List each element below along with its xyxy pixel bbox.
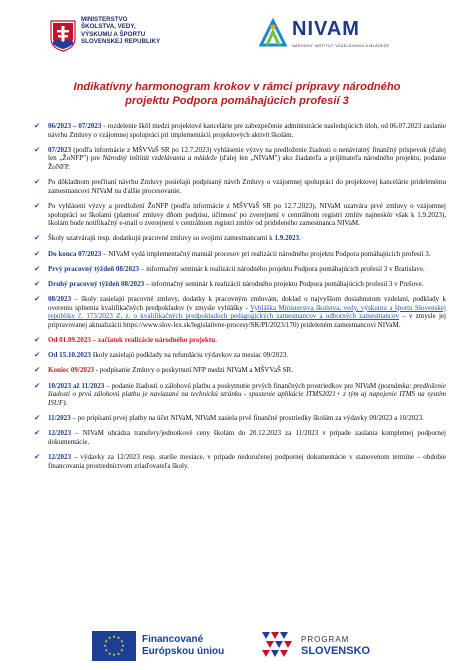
svg-text:★: ★ <box>107 650 112 656</box>
list-item: ✔ Po dôkladnom prečítaní návrhu Zmluvy posielajú podpísaný návrh Zmluvy o vzájomnej spolupráci do projektovej kancelárie pridelenému zamestnancovi NIVaM na ďalšie procesovanie. <box>34 177 446 195</box>
ministry-name: MINISTERSTVO ŠKOLSTVA, VEDY, VÝSKUMU A ŠPORTU SLOVENSKEJ REPUBLIKY <box>81 16 161 46</box>
nivam-name: NIVAM <box>292 18 360 40</box>
list-item: ✔ 06/2023 – 07/2023 - rozdelenie škôl medzi projektové kancelárie pre zabezpečenie administrácie nasledujúcich úloh, od 06.07.2023 zaslanie návrhu Zmluvy o vzájomnej spolupráci pri implementácii projektových aktivít školám. <box>34 121 446 139</box>
list-item: ✔ 07/2023 (podľa informácie z MŠVVaŠ SR po 12.7.2023) vyhlásenie výzvy na predloženie žiadosti o nenávratný finančný príspevok (ďalej len „ŽoNFP") pre Národný inštitút vzdelávania a mládeže (ďalej len „NIVaM") ako žiadateľa a prijímateľa národného projektu, podanie ŽoNFP. <box>34 144 446 171</box>
regulation-link[interactable]: Vyhláška Ministerstva školstva, vedy, výskumu a športu Slovenskej republiky č. 173/2023 Z. z. o kvalifikačných predpokladoch pedagogických zamestnancov a odborných zamestnancov <box>48 303 446 321</box>
list-item: ✔ 11/2023 – po pripísaní prvej platby na účet NIVaM, NIVaM zasiela prvé finančné prostriedky školám za výdavky 09/2023 a 10/2023. <box>34 412 424 422</box>
header <box>0 8 474 68</box>
slovak-crest-icon <box>50 20 76 52</box>
svg-text:★: ★ <box>116 650 121 656</box>
list-item: ✔ 08/2023 – školy zasielajú pracovné zmluvy, dodatky k pracovným zmluvám, doklad o najvyššom dosiahnutom vzdelaní, podklady k overeniu splnenia kvalifikačných predpokladov (v zmysle vyhlášky - Vyhláška Ministerstva školstva, vedy, výskumu a športu Slovenskej republiky č. 173/2023 Z. z. o kvalifikačných predpokladoch pedagogických zamestnancov a odborných zamestnancov – v zmysle jej pripravovanej aktualizácii https://www.slov-lex.sk/legislativne-procesy/SK/PI/2023/170) prideleném zamestnancovi NIVaM. <box>34 294 446 329</box>
checkmark-bullet-icon: ✔ <box>34 233 41 243</box>
list-item: ✔ Koniec 09/2023 - podpísanie Zmluvy o poskytnutí NFP medzi NIVaM a MŠVVaŠ SR. <box>34 365 294 375</box>
program-slovensko-mark-icon <box>260 630 296 662</box>
eu-flag-icon <box>92 631 136 661</box>
checkmark-bullet-icon: ✔ <box>34 177 41 187</box>
checkmark-bullet-icon: ✔ <box>34 144 41 154</box>
svg-text:★: ★ <box>116 635 121 641</box>
svg-text:★: ★ <box>120 647 124 653</box>
nivam-logo <box>258 16 428 64</box>
list-item: ✔ Do konca 07/2023 – NIVaM vydá implementačný manuál procesov pri realizácii národného projektu Podpora pomáhajúcich profesií 3. <box>34 248 431 258</box>
checkmark-bullet-icon: ✔ <box>34 278 41 288</box>
checkmark-bullet-icon: ✔ <box>34 263 41 273</box>
svg-text:★: ★ <box>104 638 108 644</box>
checkmark-bullet-icon: ✔ <box>34 200 41 210</box>
checkmark-bullet-icon: ✔ <box>34 451 41 461</box>
svg-text:★: ★ <box>112 634 116 639</box>
checkmark-bullet-icon: ✔ <box>34 121 41 130</box>
svg-text:★: ★ <box>112 652 116 657</box>
svg-text:★: ★ <box>103 643 107 648</box>
svg-text:★: ★ <box>121 643 125 648</box>
svg-text:★: ★ <box>120 638 124 644</box>
page-title: Indikatívny harmonogram krokov v rámci prípravy národného projektu Podpora pomáhajúcich profesií 3 <box>73 81 401 107</box>
list-item: ✔ Po vyhlásení výzvy a predložení ŽoNFP (podľa informácie z MŠVVaŠ SR po 12.7.2023), NIVaM uzatvára prvé zmluvy o vzájomnej spolupráci so školami (platnosť zmluvy dňom podpisu, účinnosť po zverejnení v centrálnom registri zmlúv najneskôr však k 1.9.2023), školám bude notifikačný e-mail o zverejnení v centrálnom registri zmlúv od prideleného zamestnanca NIVaM. <box>34 200 446 228</box>
schedule-list <box>34 122 446 477</box>
ministry-logo <box>50 16 210 64</box>
checkmark-bullet-icon: ✔ <box>34 412 41 422</box>
program-label: PROGRAM <box>301 635 350 644</box>
eu-funding-text: Financované Európskou úniou <box>142 634 225 657</box>
checkmark-bullet-icon: ✔ <box>34 350 41 360</box>
list-item: ✔ Prvý pracovný týždeň 08/2023 – informačný seminár k realizácii národného projektu Podpora pomáhajúcich profesií 3 v Bratislave. <box>34 263 425 273</box>
nivam-subtitle: NÁRODNÝ INŠTITÚT VZDELÁVANIA A MLÁDEŽE <box>292 44 390 48</box>
checkmark-bullet-icon: ✔ <box>34 380 41 390</box>
nivam-mark-icon <box>258 18 288 48</box>
program-slovensko-logo <box>260 630 390 664</box>
list-item: ✔ Školy uzatvárajú resp. dodatkujú pracovné zmluvy so svojimi zamestnancami k 1.9.2023. <box>34 233 301 243</box>
list-item: ✔ 10/2023 až 11/2023 – podanie žiadosti o zálohovú platbu a poskytnutie prvých finančných prostriedkov pre NIVaM (poznámka: predloženie žiadosti o prvú zálohovú platbu je naviazané na technickú stránku - spustenie aplikácie ITMS2021+ z tým aj napojenie ITMS na systém ISUF). <box>34 380 447 407</box>
eu-funding-logo <box>92 630 242 664</box>
list-item: ✔ 12/2023 – NIVaM uhrádza transfery/jednotkové ceny školám do 20.12.2023 za 11/2023 v prípade zaslania kompletnej podpornej dokumentácie. <box>34 428 446 446</box>
checkmark-bullet-icon: ✔ <box>34 365 41 375</box>
checkmark-bullet-icon: ✔ <box>34 428 41 438</box>
list-item: ✔ Druhý pracovný týždeň 08/2023 – informačný seminár k realizácii národného projektu Podpora pomáhajúcich profesií 3 v Prešove. <box>34 278 424 288</box>
slovensko-label: SLOVENSKO <box>301 645 371 657</box>
checkmark-bullet-icon: ✔ <box>34 294 41 304</box>
svg-text:★: ★ <box>107 635 112 641</box>
list-item: ✔ Od 01.09.2023 – začiatok realizácie národného projektu. <box>34 335 217 345</box>
svg-text:★: ★ <box>104 647 108 653</box>
checkmark-bullet-icon: ✔ <box>34 248 41 258</box>
list-item: ✔ 12/2023 – výdavky za 12/2023 resp. staršie mesiace, v prípade nedoručenej podpornej dokumentácie v stanovenom termíne – obdobie financovania prostredníctvom zriaďovateľa školy. <box>34 451 446 470</box>
list-item: ✔ Od 15.10.2023 školy zasielajú podklady na refundáciu výdavkov za mesiac 09/2023. <box>34 350 289 360</box>
footer <box>0 628 474 670</box>
checkmark-bullet-icon: ✔ <box>34 335 41 345</box>
